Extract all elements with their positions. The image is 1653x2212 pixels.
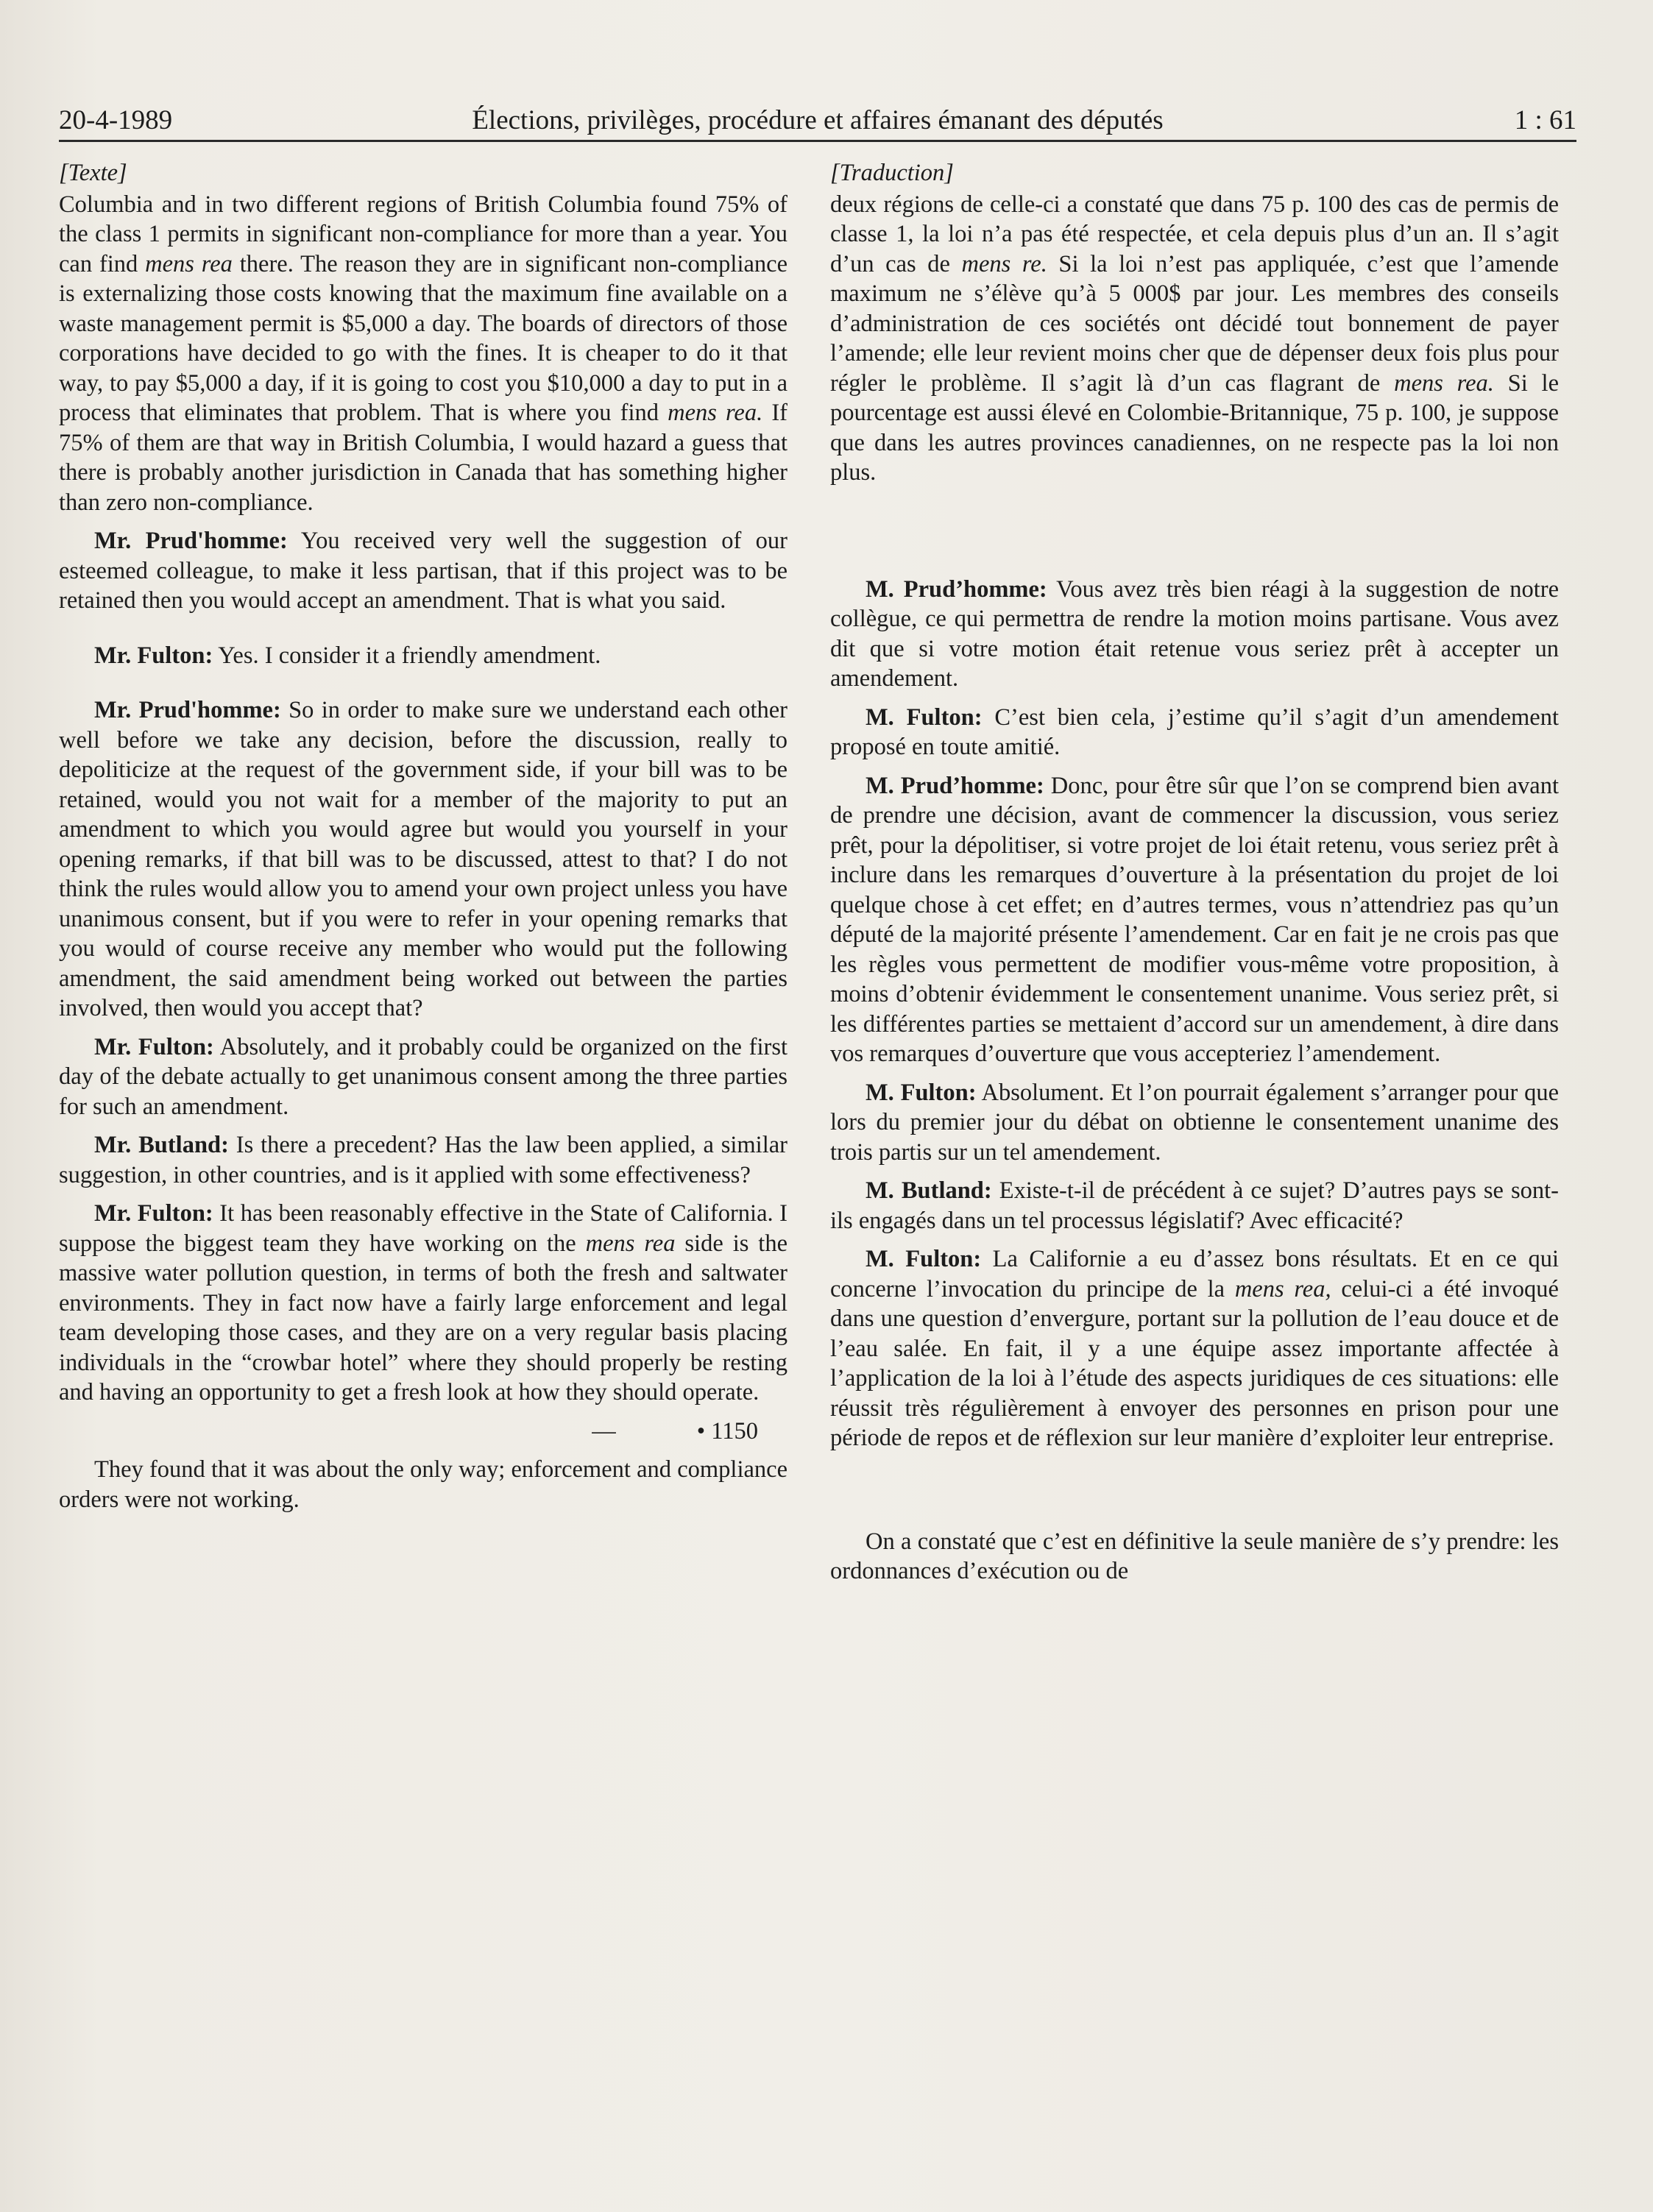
french-column [830,158,1559,2057]
speaker-name: M. Butland: [866,1177,992,1204]
paragraph [830,575,1559,694]
speech-text: On a constaté que c’est en définitive la seule manière de s’y prendre: les ordonnances d’exécution ou de [830,1528,1559,1584]
text-run: there. The reason they are in significant non-compliance is externalizing those costs knowing that the maximum fine available on a waste management permit is $5,000 a day. The boards of directors of those corporations have decided to go with the fines. It is cheaper to do it that way, to pay $5,000 a day, if it is going to cost you $10,000 a day to put in a process that eliminates that problem. That is where you find [59,250,788,426]
speaker-name: Mr. Fulton: [94,642,213,669]
timestamp-dash: — [592,1417,616,1444]
speaker-name: M. Fulton: [866,703,983,731]
header-page-number: 1 : 61 [1514,105,1576,135]
italic-term: mens rea. [668,400,763,426]
timestamp [59,1417,787,1447]
speaker-name: M. Fulton: [866,1079,977,1106]
header-date: 20-4-1989 [59,105,173,135]
header-rule [59,140,1576,142]
paragraph [59,641,787,671]
text-run: Si le pourcentage est aussi élevé en Colombie-Britannique, 75 p. 100, je suppose que dans les autres provinces canadiennes, on ne respecte pas la loi non plus. [830,369,1560,486]
italic-term: mens rea [145,250,233,277]
speech-text: So in order to make sure we understand each other well before we take any decision, before the discussion, really to depoliticize at the request of the government side, if your bill was to be retained, would you not wait for a member of the majority to put an amendment to which you would agree but would you yourself in your opening remarks, if that bill was to be discussed, attest to that? I do not think the rules would allow you to amend your own project unless you have unanimous consent, but if you were to refer in your opening remarks that you would of course receive any member who would put the following amendment, the said amendment being worked out between the parties involved, then would you accept that? [59,697,787,1021]
paragraph [59,526,787,616]
speech-text: Donc, pour être sûr que l’on se comprend bien avant de prendre une décision, avant de commencer la discussion, vous seriez prêt, pour la dépolitiser, si votre projet de loi était retenu, vous seriez prêt à inclure dans les remarques d’ouverture à la présentation du projet de loi quelque chose à cet effet; en d’autres termes, vous n’attendriez pas qu’un député de la majorité présente l’amendement. Car en fait je ne crois pas que les règles vous permettent de modifier vous-même votre proposition, à moins d’obtenir évidemment le consentement unanime. Vous seriez prêt, si les différentes parties se mettaient d’accord sur un amendement, à dire dans vos remarques d’ouverture que vous accepteriez l’amendement. [830,772,1559,1067]
paragraph [830,1176,1559,1236]
speech-text: They found that it was about the only way; enforcement and compliance orders were not working. [59,1456,787,1513]
paragraph [59,1455,787,1514]
column-tag: [Texte] [59,160,127,186]
speech-text: Absolument. Et l’on pourrait également s’arranger pour que lors du premier jour du débat on obtienne le consentement unanime des trois partis sur un tel amendement. [830,1079,1559,1166]
text-run: La Californie a eu d’assez bons résultats. Et en ce qui concerne l’invocation du principe de la [830,1246,1559,1302]
italic-term: mens rea. [1394,369,1494,397]
paragraph [59,1199,787,1408]
text-run: It has been reasonably effective in the State of California. I suppose the biggest team they have working on the [59,1200,787,1257]
speech-text: You received very well the suggestion of our esteemed colleague, to make it less partisan, that if this project was to be retained then you would accept an amendment. That is what you said. [59,528,787,614]
speech-text: Vous avez très bien réagi à la suggestion de notre collègue, ce qui permettra de rendre la motion moins partisane. Vous avez dit que si votre motion était retenue vous seriez prêt à accepter un amendement. [830,575,1559,692]
paragraph [830,1527,1559,1587]
speaker-name: M. Prud’homme: [866,772,1044,799]
text-run: deux régions de celle-ci a constaté que dans 75 p. 100 des cas de permis de classe 1, la loi n’a pas été respectée, et cela depuis plus d’un an. Il s’agit d’un cas de [830,191,1559,277]
english-column [59,158,787,2057]
speaker-name: Mr. Prud'homme: [94,697,281,723]
speaker-name: Mr. Fulton: [94,1033,214,1060]
text-run: celui-ci a été invoqué dans une question d’envergure, portant sur la pollution de l’eau douce et de l’eau salée. En fait, il y a une équipe assez importante affectée à l’application de la loi à l’étude des aspects juridiques de ces situations: elle réussit très régulièrement à envoyer des personnes en prison pour une période de repos et de réflexion sur leur manière d’exploiter leur entreprise. [830,1275,1559,1451]
paragraph [59,1130,787,1190]
paragraph [830,190,1559,488]
paragraph [830,1244,1559,1453]
text-run: If 75% of them are that way in British Columbia, I would hazard a guess that there is probably another jurisdiction in Canada that has something higher than zero non-compliance. [59,400,787,516]
speaker-name: Mr. Butland: [94,1132,229,1158]
paragraph [59,1032,787,1122]
speech-text: Yes. I consider it a friendly amendment. [213,642,601,669]
speaker-name: M. Prud’homme: [866,575,1047,603]
speaker-name: Mr. Prud'homme: [94,528,288,554]
timestamp-value: • 1150 [696,1417,758,1444]
italic-term: mens rea, [1234,1275,1331,1302]
text-run: Columbia and in two different regions of British Columbia found 75% of the class 1 permits in significant non-compliance for more than a year. You can find [59,191,787,277]
speech-text: Existe-t-il de précédent à ce sujet? D’autres pays se sont-ils engagés dans un tel processus législatif? Avec efficacité? [830,1177,1559,1234]
speech-text: Absolutely, and it probably could be organized on the first day of the debate actually to get unanimous consent among the three parties for such an amendment. [59,1033,788,1120]
text-run: side is the massive water pollution question, in terms of both the fresh and saltwater environments. They in fact now have a fairly large enforcement and legal team developing those cases, and they are on a very regular basis placing individuals in the “crowbar hotel” where they should properly be resting and having an opportunity to get a fresh look at how they should operate. [59,1230,787,1405]
speech-text: C’est bien cela, j’estime qu’il s’agit d’un amendement proposé en toute amitié. [830,703,1560,760]
paragraph [830,771,1559,1069]
paragraph [59,190,787,518]
text-run: Si la loi n’est pas appliquée, c’est que l’amende maximum ne s’élève qu’à 5 000$ par jour. Les membres des conseils d’administration de ces sociétés ont décidé tout bonnement de payer l’amende; elle leur revient moins cher que de dépenser deux fois plus pour régler le problème. Il s’agit là d’un cas flagrant de [830,250,1559,397]
header-title: Élections, privilèges, procédure et affaires émanant des députés [472,105,1164,135]
paragraph [830,703,1559,762]
italic-term: mens re. [961,250,1047,277]
page-header [59,103,1576,138]
italic-term: mens rea [585,1230,676,1257]
speaker-name: Mr. Fulton: [94,1200,213,1227]
speech-text: Is there a precedent? Has the law been applied, a similar suggestion, in other countries, and is it applied with some effectiveness? [59,1132,787,1188]
paragraph [59,695,787,1024]
speaker-name: M. Fulton: [866,1246,982,1272]
column-tag: [Traduction] [830,160,954,186]
paragraph [830,1078,1559,1168]
